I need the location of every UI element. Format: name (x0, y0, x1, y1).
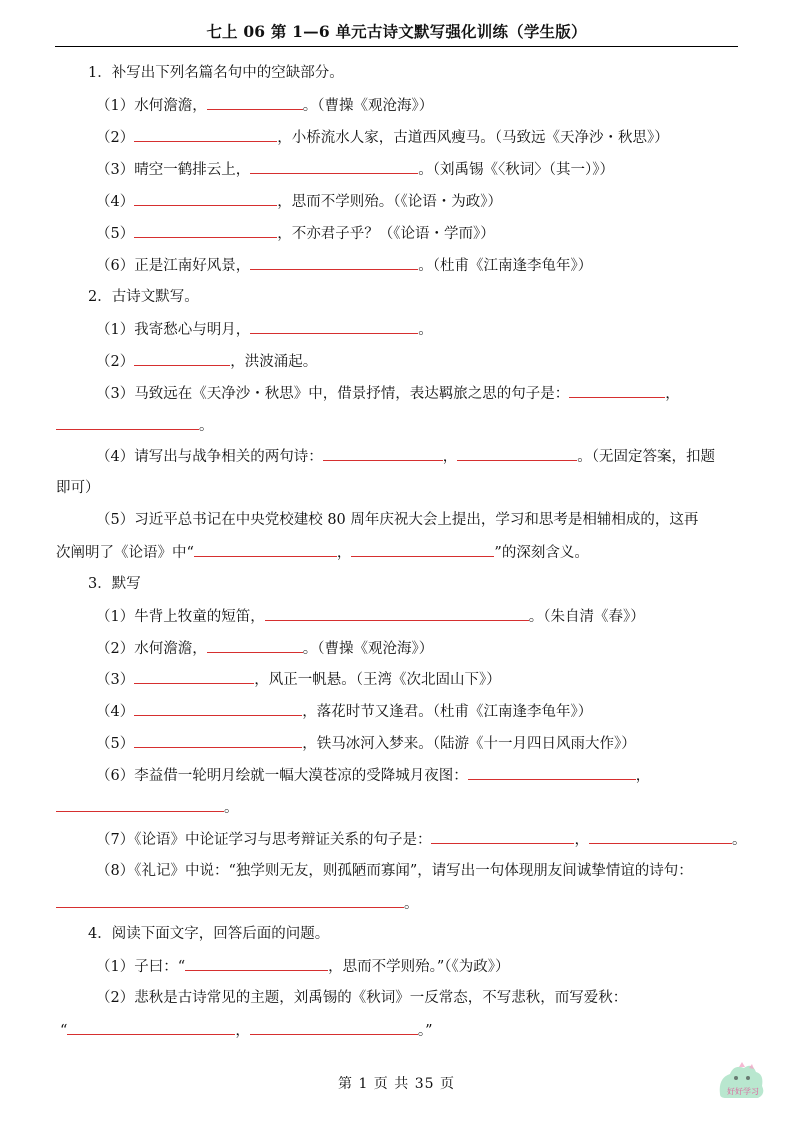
q1-heading: 1．补写出下列名篇名句中的空缺部分。 (88, 65, 344, 81)
answer-blank[interactable] (431, 829, 574, 844)
q3-item-4-text-b: ，落花时节又逢君。（杜甫《江南逢李龟年》） (302, 704, 593, 720)
q3-item-5-text-b: ，铁马冰河入梦来。（陆游《十一月四日风雨大作》） (302, 736, 636, 752)
q1-item-4-text-a: （4） (96, 194, 135, 210)
q2-item-2-text-a: （2） (96, 354, 135, 370)
answer-blank[interactable] (250, 255, 418, 270)
q2-heading: 2．古诗文默写。 (88, 289, 199, 305)
q3-item-6-text-a: （6）李益借一轮明月绘就一幅大漠苍凉的受降城月夜图： (96, 768, 468, 784)
q3-item-4 (96, 701, 592, 722)
answer-blank[interactable] (207, 95, 303, 110)
q4-item-2-cont (60, 1020, 433, 1041)
answer-blank[interactable] (250, 1020, 418, 1035)
q1-item-6-text-b: 。（杜甫《江南逢李龟年》） (418, 258, 593, 274)
q1-item-6 (96, 255, 592, 276)
q1-item-6-text-a: （6）正是江南好风景， (96, 258, 251, 274)
q2-item-2-text-b: ，洪波涌起。 (230, 354, 318, 370)
q2-item-4-text-a: （4）请写出与战争相关的两句诗： (96, 449, 323, 465)
q3-item-7 (96, 829, 746, 850)
q3-item-1-text-a: （1）牛背上牧童的短笛， (96, 609, 265, 625)
q1-item-5-text-b: ，不亦君子乎？（《论语・学而》） (277, 226, 495, 242)
answer-blank[interactable] (134, 127, 277, 142)
answer-blank[interactable] (265, 606, 529, 621)
q2-item-5-text-b: 次阐明了《论语》中“ (56, 545, 194, 561)
answer-blank[interactable] (134, 733, 302, 748)
q1-item-2 (96, 127, 669, 148)
q2-item-3 (96, 383, 680, 404)
q2-item-1-text-a: （1）我寄愁心与明月， (96, 322, 251, 338)
q2-item-3-cont (56, 415, 214, 436)
q3-item-5 (96, 733, 636, 754)
logo-text: 好好学习 (727, 1087, 759, 1096)
q1-item-1 (96, 95, 433, 116)
q1-item-4 (96, 191, 502, 212)
answer-blank[interactable] (224, 893, 404, 908)
answer-blank[interactable] (134, 669, 254, 684)
q2-item-4-cont: 即可） (56, 480, 100, 496)
dinosaur-logo-icon (712, 1058, 774, 1106)
answer-blank[interactable] (468, 765, 636, 780)
answer-blank[interactable] (185, 956, 328, 971)
answer-blank[interactable] (67, 1020, 235, 1035)
answer-blank[interactable] (56, 415, 199, 430)
q3-item-2-text-a: （2）水何澹澹， (96, 641, 207, 657)
q4-item-2-text-c: ， (235, 1023, 250, 1039)
answer-blank[interactable] (134, 223, 277, 238)
answer-blank[interactable] (457, 446, 577, 461)
answer-blank[interactable] (569, 383, 665, 398)
q2-item-1-text-b: 。 (418, 322, 433, 338)
q3-item-6-text-b: ， (635, 768, 651, 784)
q3-heading: 3．默写 (88, 576, 141, 592)
answer-blank[interactable] (589, 829, 732, 844)
q2-item-2 (96, 351, 317, 372)
q3-item-2 (96, 638, 433, 659)
q4-item-1 (96, 956, 510, 977)
q3-item-2-text-b: 。（曹操《观沧海》） (302, 641, 434, 657)
q4-item-1-text-b: ，思而不学则殆。”（《为政》） (328, 959, 510, 975)
q1-item-1-text-a: （1）水何澹澹， (96, 98, 207, 114)
q1-item-4-text-b: ，思而不学则殆。（《论语・为政》） (277, 194, 502, 210)
q1-item-5 (96, 223, 495, 244)
q1-item-2-text-a: （2） (96, 130, 135, 146)
q2-item-5-cont (56, 542, 589, 563)
q1-item-3-text-b: 。（刘禹锡《〈秋词〉（其一）》） (418, 162, 614, 178)
q3-item-8: （8）《礼记》中说：“独学则无友，则孤陋而寡闻”，请写出一句体现朋友间诚挚情谊的诗句： (96, 863, 693, 879)
q3-item-7-text-b: ， (574, 832, 589, 848)
answer-blank[interactable] (351, 542, 494, 557)
q2-item-4 (96, 446, 715, 467)
q3-item-1-text-b: 。（朱自清《春》） (528, 609, 645, 625)
answer-blank[interactable] (250, 319, 418, 334)
answer-blank[interactable] (207, 638, 303, 653)
answer-blank[interactable] (250, 159, 418, 174)
q1-item-3 (96, 159, 614, 180)
q1-item-1-text-b: 。（曹操《观沧海》） (302, 98, 434, 114)
answer-blank[interactable] (56, 893, 224, 908)
q2-item-5: （5）习近平总书记在中央党校建校 80 周年庆祝大会上提出，学习和思考是相辅相成的，这再 (96, 512, 699, 528)
q4-item-2: （2）悲秋是古诗常见的主题，刘禹锡的《秋词》一反常态，不写悲秋，而写爱秋： (96, 990, 628, 1006)
q2-item-4-text-c: 。（无固定答案，扣题 (577, 449, 715, 465)
q4-item-1-text-a: （1）子曰：“ (96, 959, 186, 975)
q3-item-3-text-a: （3） (96, 672, 135, 688)
answer-blank[interactable] (194, 542, 337, 557)
q1-item-5-text-a: （5） (96, 226, 135, 242)
answer-blank[interactable] (134, 351, 230, 366)
q4-item-2-text-b: “ (60, 1023, 68, 1039)
q4-item-2-text-d: 。” (417, 1023, 433, 1039)
title-rule (55, 46, 738, 47)
q2-item-4-text-b: ， (442, 449, 458, 465)
page-footer: 第 1 页 共 35 页 (338, 1076, 455, 1092)
q3-item-6-text-c: 。 (224, 800, 239, 816)
q3-item-8-text-b: 。 (404, 896, 419, 912)
q2-item-1 (96, 319, 433, 340)
q2-item-5-text-d: ”的深刻含义。 (494, 545, 589, 561)
q3-item-6 (96, 765, 650, 786)
answer-blank[interactable] (56, 797, 224, 812)
q2-item-3-text-c: 。 (199, 418, 214, 434)
q1-item-3-text-a: （3）晴空一鹤排云上， (96, 162, 251, 178)
q2-item-5-text-c: ， (336, 545, 352, 561)
q3-item-1 (96, 606, 645, 627)
q4-heading: 4．阅读下面文字，回答后面的问题。 (88, 926, 330, 942)
q3-item-4-text-a: （4） (96, 704, 135, 720)
q3-item-7-text-a: （7）《论语》中论证学习与思考辩证关系的句子是： (96, 832, 432, 848)
answer-blank[interactable] (134, 191, 277, 206)
q3-item-3 (96, 669, 501, 690)
q2-item-3-text-a: （3）马致远在《天净沙・秋思》中，借景抒情，表达羁旅之思的句子是： (96, 386, 570, 402)
q3-item-8-cont (56, 893, 419, 914)
q2-item-3-text-b: ， (665, 386, 680, 402)
answer-blank[interactable] (134, 701, 302, 716)
q3-item-3-text-b: ，风正一帆悬。（王湾《次北固山下》） (254, 672, 501, 688)
q3-item-7-text-c: 。 (731, 832, 747, 848)
page-title: 七上 06 第 1—6 单元古诗文默写强化训练（学生版） (206, 22, 587, 41)
q1-item-2-text-b: ，小桥流水人家，古道西风瘦马。（马致远《天净沙・秋思》） (277, 130, 669, 146)
q3-item-6-cont (56, 797, 239, 818)
answer-blank[interactable] (323, 446, 443, 461)
q3-item-5-text-a: （5） (96, 736, 135, 752)
